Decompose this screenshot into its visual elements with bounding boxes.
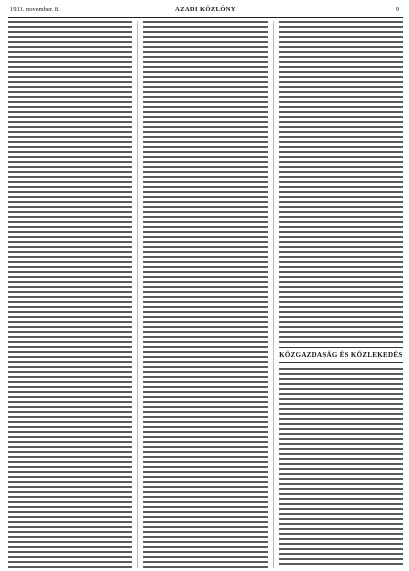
- columns: [8, 21, 403, 568]
- article-text-block: [279, 368, 403, 568]
- article-text-block: [279, 21, 403, 343]
- section-heading: KÖZGAZDASÁG ÉS KÖZLEKEDÉS: [279, 347, 403, 363]
- page-number: 9: [395, 6, 399, 13]
- column-1: [8, 21, 132, 568]
- article-text-block: [143, 21, 267, 568]
- article-text-block: [8, 21, 132, 568]
- column-3: [273, 21, 403, 568]
- issue-date: 1911. november. 8.: [10, 6, 60, 13]
- masthead: [8, 4, 403, 16]
- newspaper-title: AZADI KÖZLÖNY: [175, 6, 236, 13]
- column-2: [137, 21, 267, 568]
- header-rule: [8, 17, 403, 18]
